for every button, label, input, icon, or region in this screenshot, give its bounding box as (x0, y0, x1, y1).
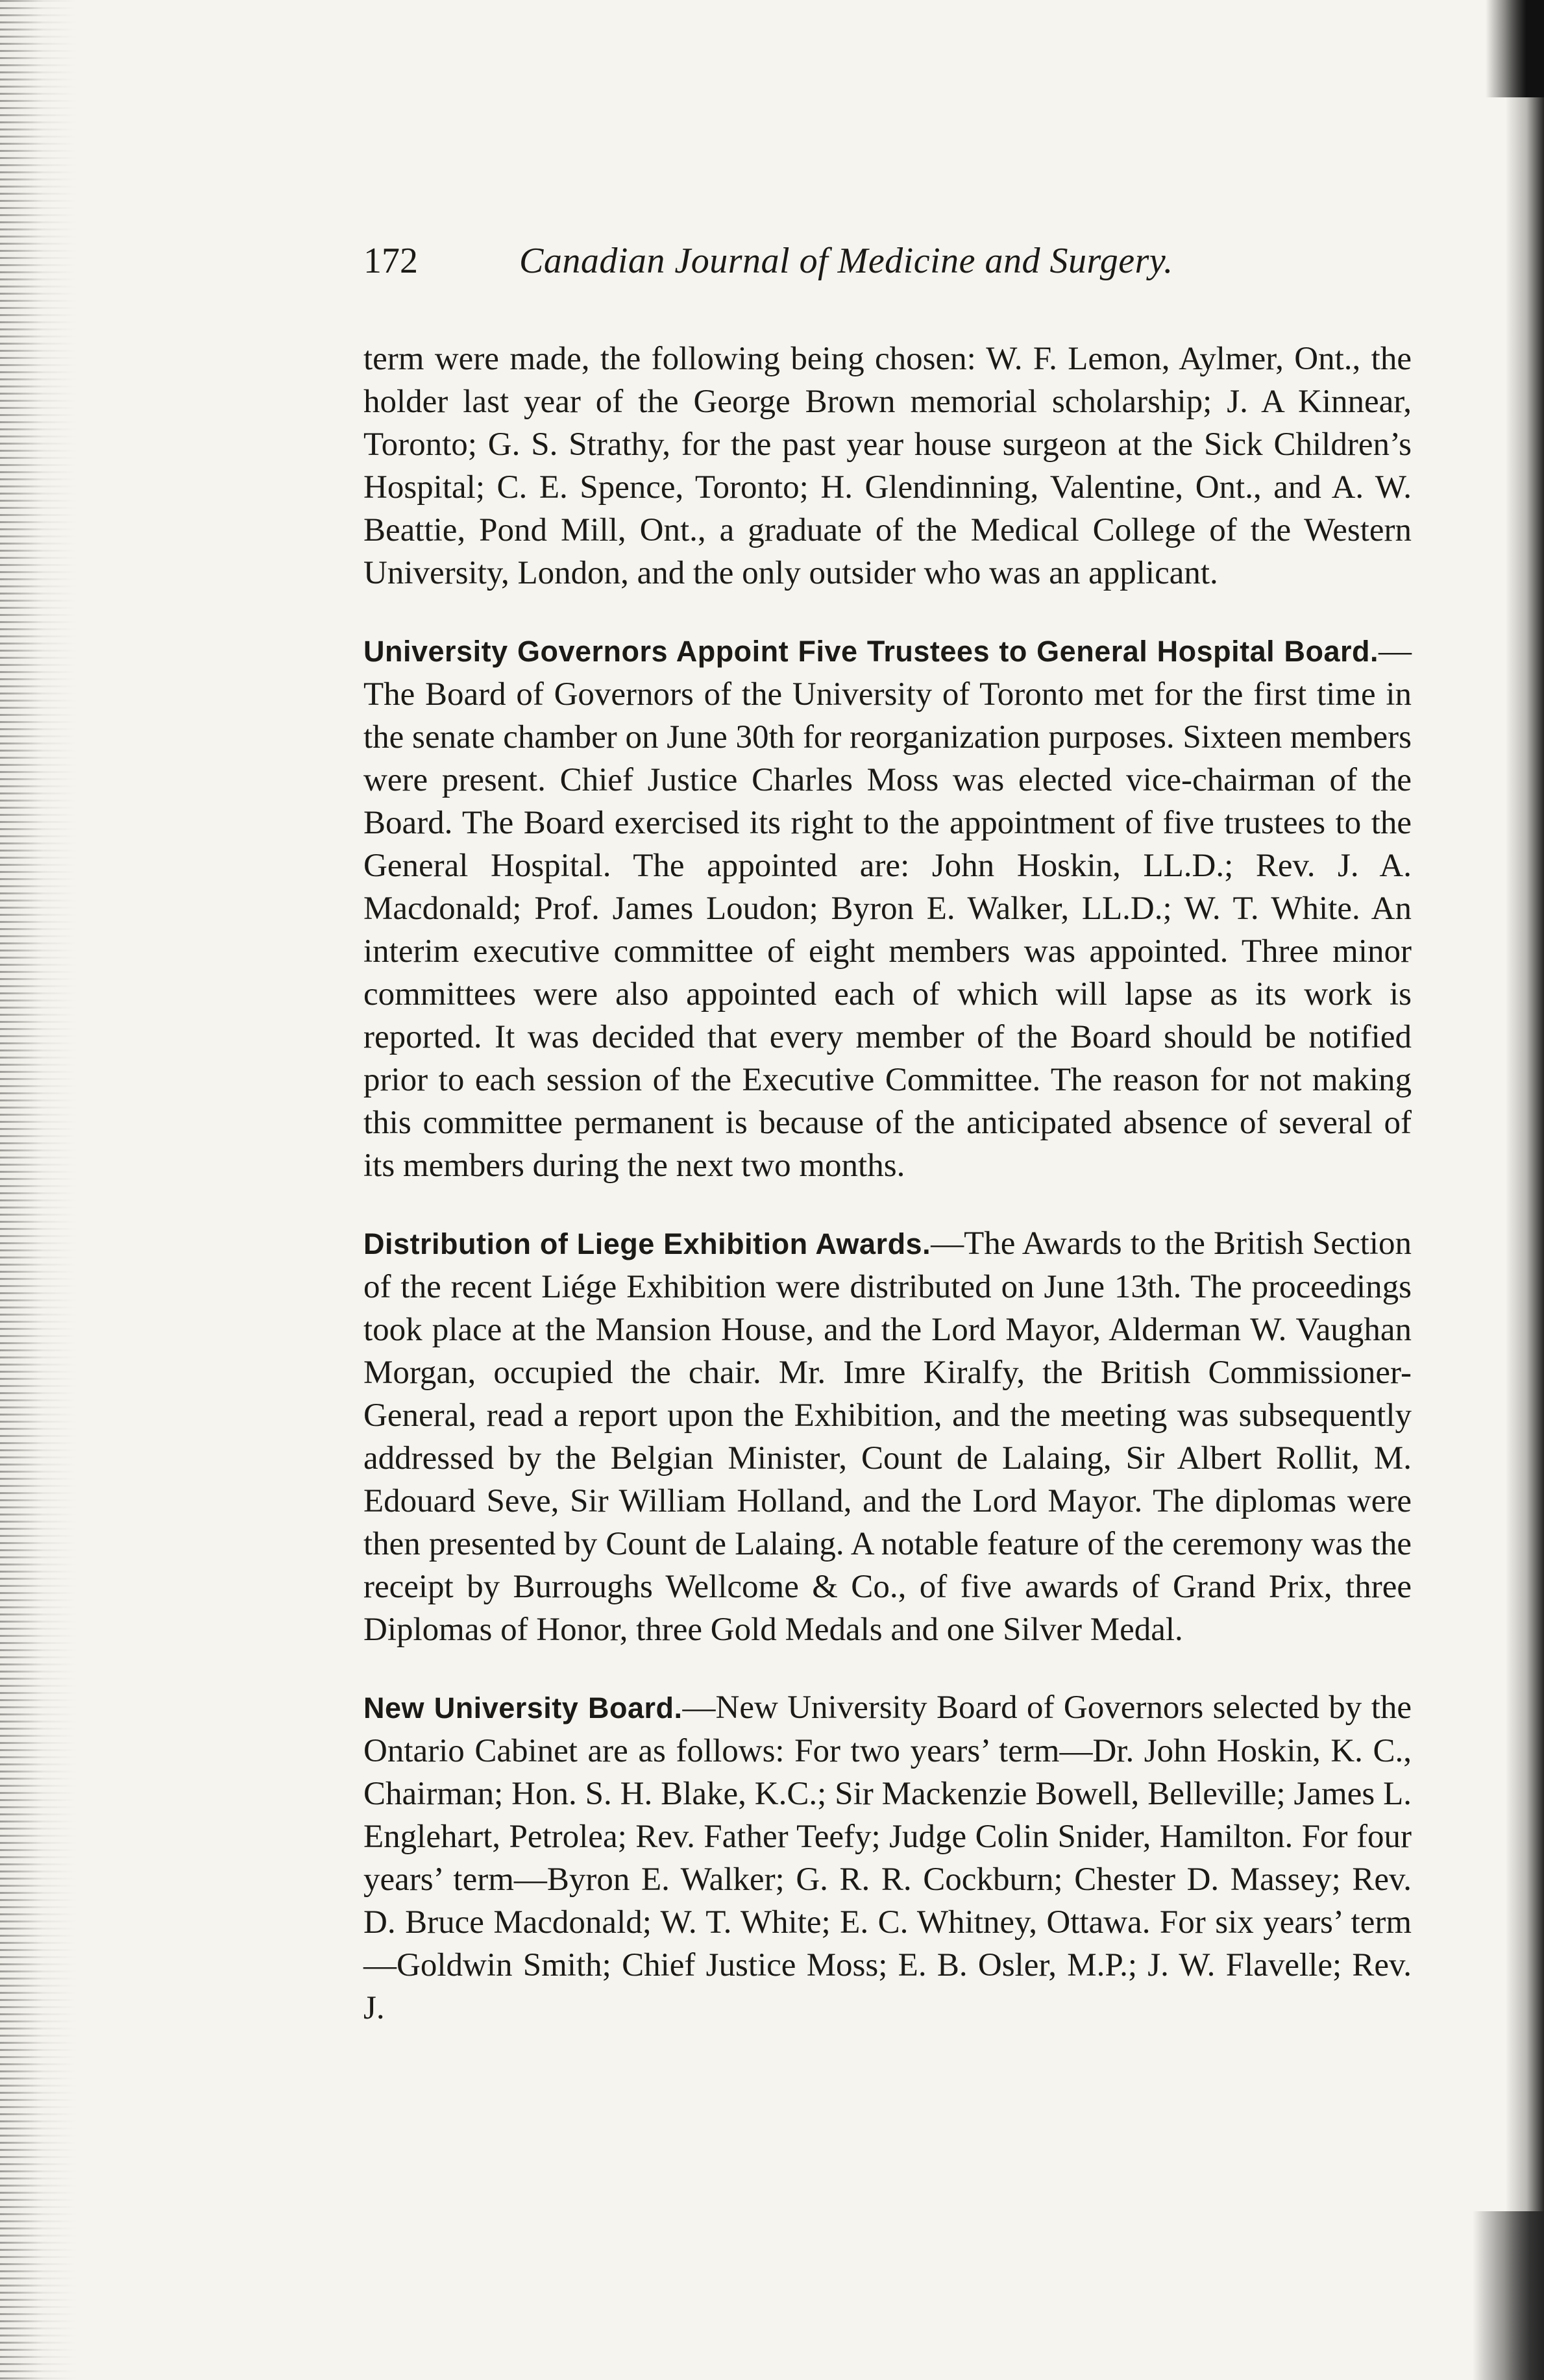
journal-page (363, 240, 1412, 2030)
section-new-university-board (363, 1686, 1412, 2030)
section-paragraph (363, 1686, 1412, 2030)
scan-edge-right (1505, 0, 1544, 2380)
page-number: 172 (363, 241, 418, 281)
section-trustees-appointment (363, 630, 1412, 1187)
section-liege-awards (363, 1222, 1412, 1651)
section-body: —New University Board of Governors selected by the Ontario Cabinet are as follows: For two years’ term—Dr. John Hoskin, K. C., Chairman; Hon. S. H. Blake, K.C.; Sir Mackenzie Bowell, Belleville; James L. Englehart, Petrolea; Rev. Father Teefy; Judge Colin Snider, Hamilton. For four years’ term—Byron E. Walker; G. R. R. Cockburn; Chester D. Massey; Rev. D. Bruce Macdonald; W. T. White; E. C. Whitney, Ottawa. For six years’ term—Goldwin Smith; Chief Justice Moss; E. B. Osler, M.P.; J. W. Flavelle; Rev. J. (363, 1689, 1412, 2026)
section-paragraph (363, 1222, 1412, 1651)
section-paragraph (363, 630, 1412, 1187)
running-head (363, 240, 1412, 299)
journal-title: Canadian Journal of Medicine and Surgery. (519, 241, 1173, 281)
section-heading: University Governors Appoint Five Trustees to General Hospital Board. (363, 635, 1379, 668)
scan-edge-left (0, 0, 78, 2380)
section-heading: New University Board. (363, 1691, 683, 1724)
section-body: —The Board of Governors of the University of Toronto met for the first time in the senate chamber on June 30th for reorganization purposes. Sixteen members were present. Chief Justice Charles Moss was elected vice-chairman of the Board. The Board exercised its right to the appointment of five trustees to the General Hospital. The appointed are: John Hoskin, LL.D.; Rev. J. A. Macdonald; Prof. James Loudon; Byron E. Walker, LL.D.; W. T. White. An interim executive committee of eight members was appointed. Three minor committees were also appointed each of which will lapse as its work is reported. It was decided that every member of the Board should be notified prior to each session of the Executive Committee. The reason for not making this committee permanent is because of the anticipated absence of several of its members during the next two months. (363, 633, 1412, 1184)
section-heading: Distribution of Liege Exhibition Awards. (363, 1227, 931, 1260)
scan-edge-right-bottom (1473, 2211, 1544, 2380)
intro-paragraph: term were made, the following being chosen: W. F. Lemon, Aylmer, Ont., the holder last year of the George Brown memorial scholarship; J. A Kinnear, Toronto; G. S. Strathy, for the past year house surgeon at the Sick Children’s Hospital; C. E. Spence, Toronto; H. Glendinning, Valentine, Ont., and A. W. Beattie, Pond Mill, Ont., a graduate of the Medical College of the Western University, London, and the only outsider who was an applicant. (363, 341, 1412, 591)
section-body: —The Awards to the British Section of the recent Liége Exhibition were distributed on June 13th. The proceedings took place at the Mansion House, and the Lord Mayor, Alderman W. Vaughan Morgan, occupied the chair. Mr. Imre Kiralfy, the British Commissioner-General, read a report upon the Exhibition, and the meeting was subsequently addressed by the Belgian Minister, Count de Lalaing, Sir Albert Rollit, M. Edouard Seve, Sir William Holland, and the Lord Mayor. The diplomas were then presented by Count de Lalaing. A notable feature of the ceremony was the receipt by Burroughs Wellcome & Co., of five awards of Grand Prix, three Diplomas of Honor, three Gold Medals and one Silver Medal. (363, 1225, 1412, 1648)
scan-edge-right-top (1486, 0, 1544, 97)
